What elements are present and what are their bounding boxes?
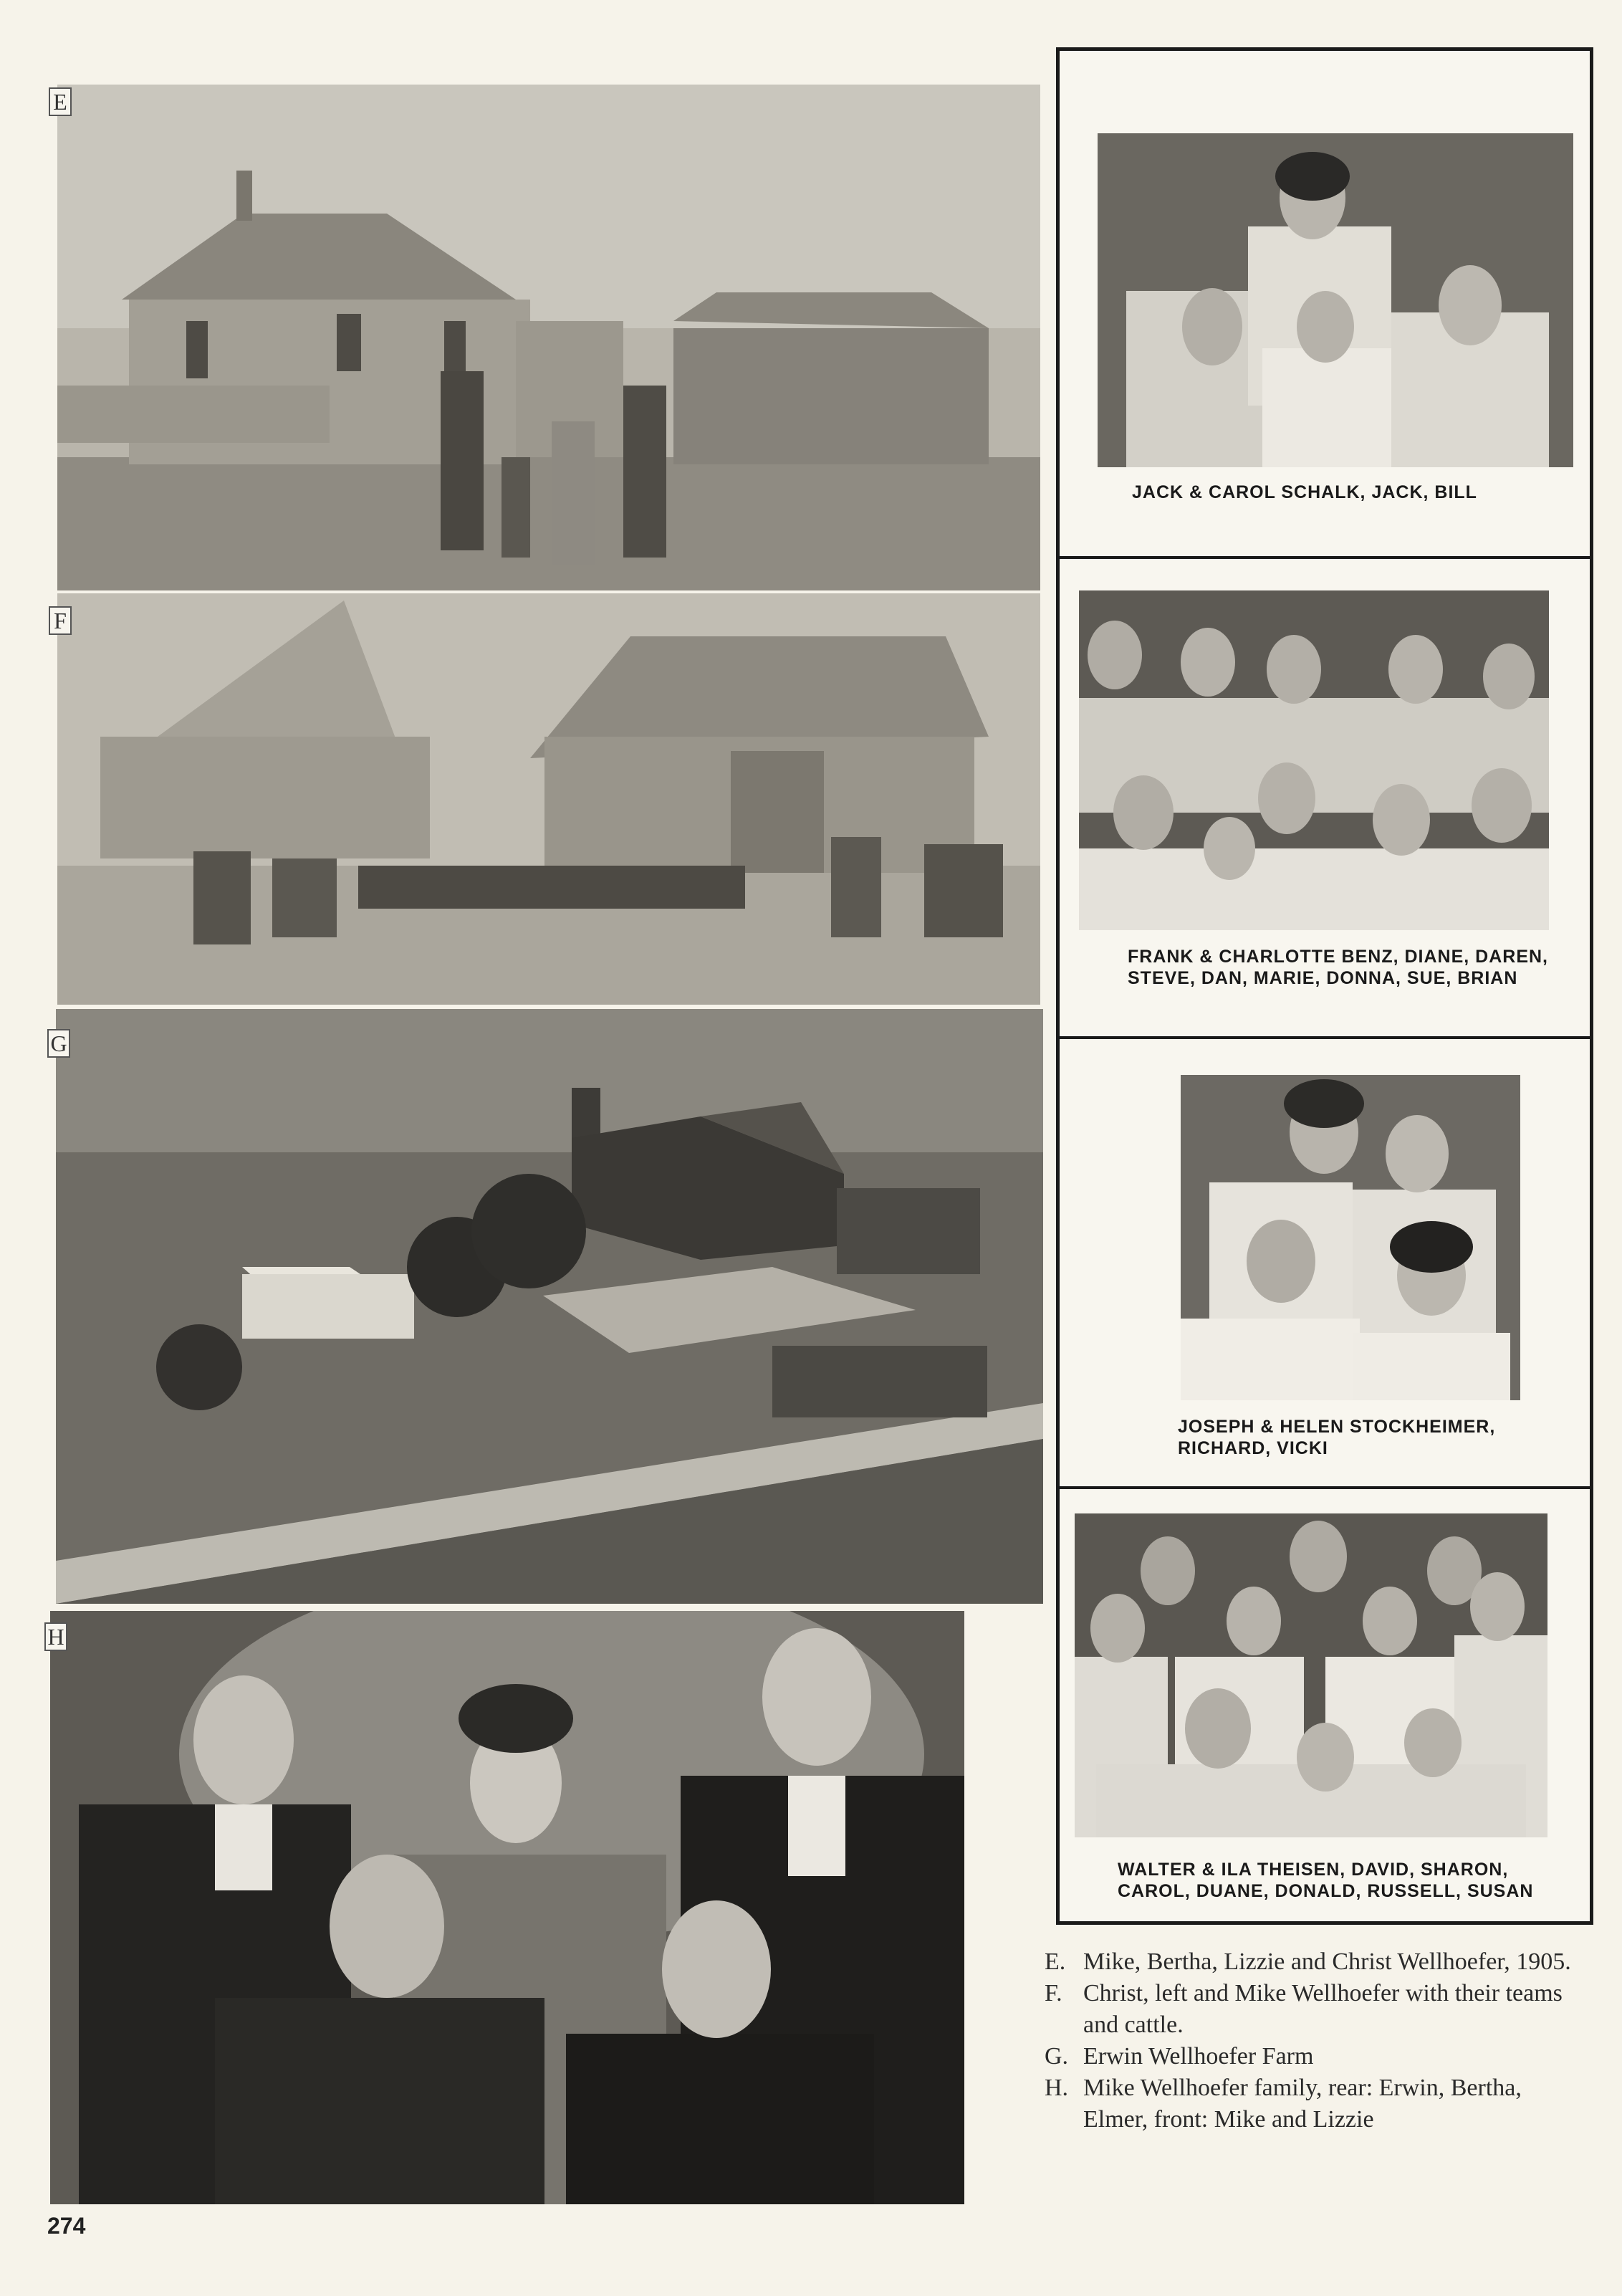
legend-text: Erwin Wellhoefer Farm — [1083, 2043, 1314, 2070]
photo-label-e: E — [49, 87, 72, 116]
legend-key: E. — [1045, 1948, 1066, 1975]
panel-divider — [1059, 1486, 1590, 1489]
photo-label-g: G — [47, 1029, 70, 1058]
caption-benz-family: FRANK & CHARLOTTE BENZ, DIANE, DAREN, STEVE, DAN, MARIE, DONNA, SUE, BRIAN — [1128, 947, 1548, 988]
legend-key: F. — [1045, 1980, 1062, 2006]
legend-item-e — [1045, 1946, 1589, 1978]
caption-theisen-family: WALTER & ILA THEISEN, DAVID, SHARON, CAROL, DUANE, DONALD, RUSSELL, SUSAN — [1118, 1860, 1534, 1901]
legend-key: G. — [1045, 2043, 1069, 2070]
photo-g-aerial-farm — [56, 1009, 1043, 1604]
photo-legend — [1045, 1946, 1589, 2135]
photo-f-barn-livestock — [57, 593, 1040, 1005]
legend-text: Mike Wellhoefer family, rear: Erwin, Bertha, Elmer, front: Mike and Lizzie — [1083, 2075, 1522, 2133]
photo-stockheimer-family — [1181, 1075, 1520, 1400]
photo-h-family-portrait — [50, 1611, 964, 2204]
panel-divider — [1059, 556, 1590, 559]
photo-label-f: F — [49, 606, 72, 635]
legend-text: Mike, Bertha, Lizzie and Christ Wellhoefer, 1905. — [1083, 1948, 1571, 1975]
legend-text: Christ, left and Mike Wellhoefer with their teams and cattle. — [1083, 1980, 1563, 2038]
photo-label-h: H — [44, 1622, 67, 1651]
panel-divider — [1059, 1036, 1590, 1039]
photo-e-farmhouse — [57, 85, 1040, 590]
legend-item-g — [1045, 2041, 1589, 2072]
photo-schalk-family — [1098, 133, 1573, 467]
legend-item-h — [1045, 2072, 1589, 2135]
caption-stockheimer-family: JOSEPH & HELEN STOCKHEIMER, RICHARD, VICKI — [1178, 1417, 1496, 1458]
page-number: 274 — [47, 2213, 86, 2239]
caption-schalk-family: JACK & CAROL SCHALK, JACK, BILL — [1132, 482, 1477, 502]
legend-item-f — [1045, 1978, 1589, 2041]
legend-key: H. — [1045, 2075, 1069, 2101]
photo-benz-family — [1079, 590, 1549, 930]
photo-theisen-family — [1075, 1513, 1547, 1837]
